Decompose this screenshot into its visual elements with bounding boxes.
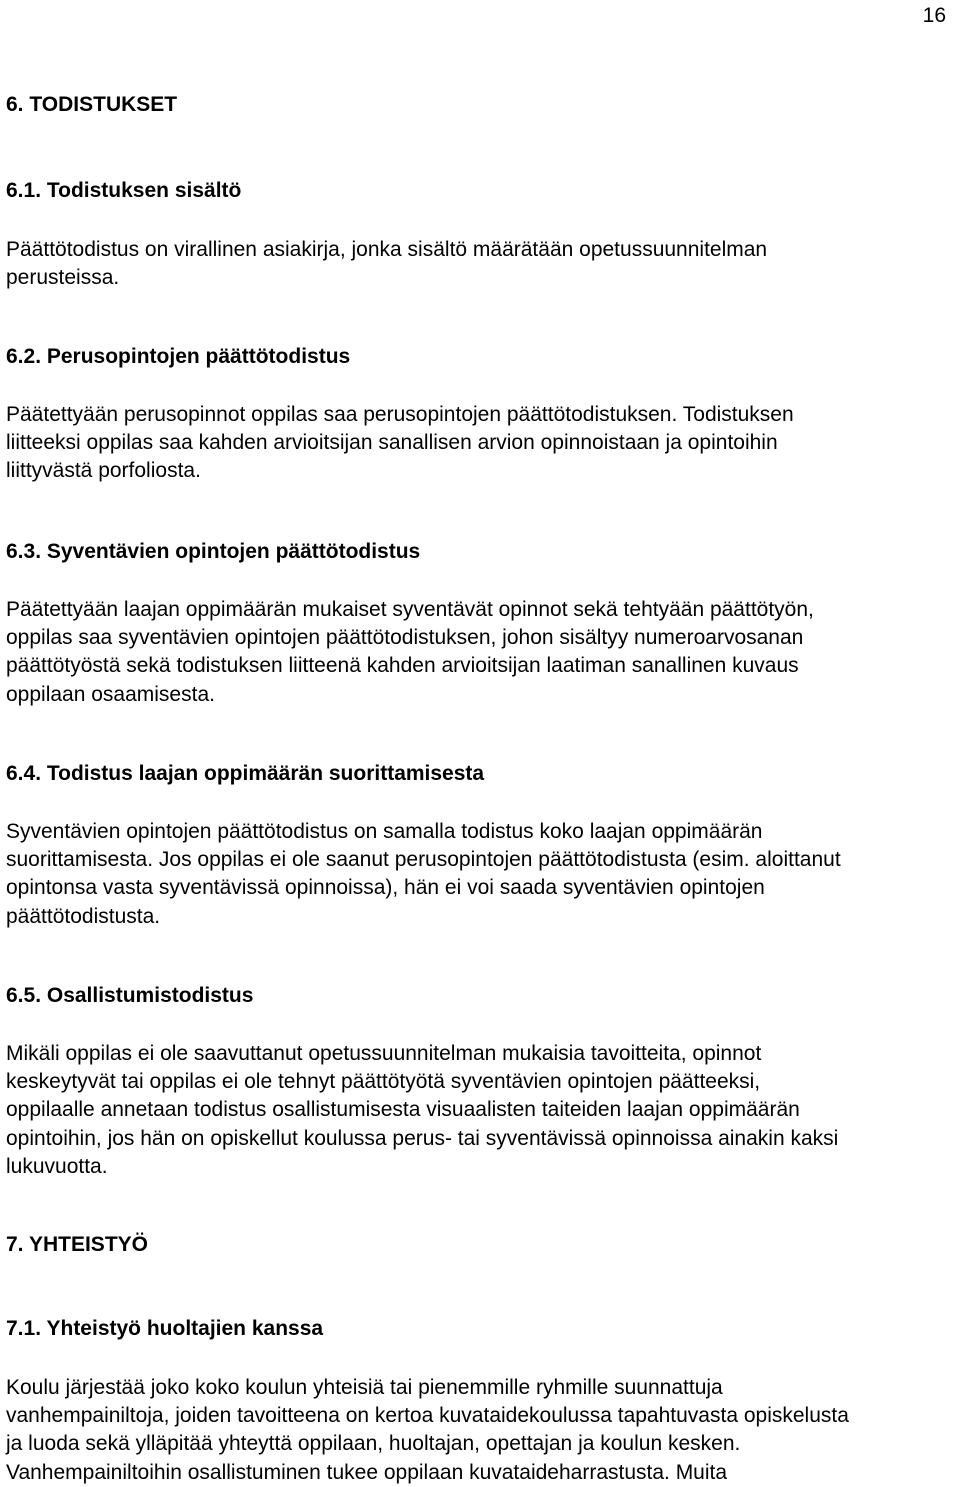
section-heading-7-1: 7.1. Yhteistyö huoltajien kanssa: [6, 1317, 324, 1340]
paragraph-line: liittyvästä porfoliosta.: [6, 459, 201, 483]
paragraph-line: Koulu järjestää joko koko koulun yhteisiä tai pienemmille ryhmille suunnattuja: [6, 1376, 723, 1399]
paragraph-line: lukuvuotta.: [6, 1154, 108, 1178]
section-heading-6-4: 6.4. Todistus laajan oppimäärän suorittamisesta: [6, 762, 485, 785]
section-heading-6-1: 6.1. Todistuksen sisältö: [6, 179, 242, 202]
paragraph-line: opintoihin, jos hän on opiskellut koulussa perus- tai syventävissä opinnoissa ainakin kaksi: [6, 1126, 839, 1150]
paragraph-line: keskeytyvät tai oppilas ei ole tehnyt päättötyötä syventävien opintojen päätteeksi,: [6, 1070, 761, 1094]
paragraph-line: suorittamisesta. Jos oppilas ei ole saanut perusopintojen päättötodistusta (esim. aloittanut: [6, 848, 841, 872]
paragraph-line: päättötyöstä sekä todistuksen liitteenä kahden arvioitsijan laatiman sanallinen kuvaus: [6, 654, 799, 678]
paragraph-6-2: [6, 401, 956, 486]
paragraph-line: Vanhempainiltoihin osallistuminen tukee oppilaan kuvataideharrastusta. Muita: [6, 1460, 728, 1484]
paragraph-line: Päättötodistus on virallinen asiakirja, jonka sisältö määrätään opetussuunnitelman: [6, 238, 768, 261]
section-heading-6-5: 6.5. Osallistumistodistus: [6, 984, 254, 1007]
paragraph-line: oppilas saa syventävien opintojen päättötodistuksen, johon sisältyy numeroarvosanan: [6, 626, 804, 650]
paragraph-line: Päätettyään laajan oppimäärän mukaiset syventävät opinnot sekä tehtyään päättötyön,: [6, 598, 814, 621]
section-heading-6-2: 6.2. Perusopintojen päättötodistus: [6, 345, 351, 368]
paragraph-line: liitteeksi oppilas saa kahden arvioitsijan sanallisen arvion opinnoistaan ja opintoihin: [6, 431, 778, 455]
paragraph-line: ja luoda sekä ylläpitää yhteyttä oppilaan, huoltajan, opettajan ja koulun kesken.: [6, 1432, 741, 1456]
paragraph-6-5: [6, 1040, 956, 1181]
paragraph-line: Mikäli oppilas ei ole saavuttanut opetussuunnitelman mukaisia tavoitteita, opinnot: [6, 1042, 762, 1065]
paragraph-line: vanhempainiltoja, joiden tavoitteena on kertoa kuvataidekoulussa tapahtuvasta opiskelusta: [6, 1404, 849, 1428]
paragraph-7-1: [6, 1374, 956, 1487]
paragraph-6-4: [6, 818, 956, 931]
section-heading-7: 7. YHTEISTYÖ: [6, 1233, 148, 1256]
paragraph-6-1: [6, 236, 956, 292]
section-heading-6-3: 6.3. Syventävien opintojen päättötodistus: [6, 540, 421, 563]
paragraph-line: opintonsa vasta syventävissä opinnoissa), hän ei voi saada syventävien opintojen: [6, 876, 765, 900]
paragraph-line: päättötodistusta.: [6, 904, 161, 928]
paragraph-line: oppilaan osaamisesta.: [6, 682, 215, 706]
paragraph-6-3: [6, 596, 956, 709]
paragraph-line: oppilaalle annetaan todistus osallistumisesta visuaalisten taiteiden laajan oppimäärän: [6, 1098, 800, 1122]
paragraph-line: perusteissa.: [6, 266, 120, 290]
paragraph-line: Syventävien opintojen päättötodistus on samalla todistus koko laajan oppimäärän: [6, 820, 763, 843]
paragraph-line: Päätettyään perusopinnot oppilas saa perusopintojen päättötodistuksen. Todistuksen: [6, 403, 794, 426]
section-heading-6: 6. TODISTUKSET: [6, 93, 178, 116]
page-number: 16: [922, 4, 946, 27]
